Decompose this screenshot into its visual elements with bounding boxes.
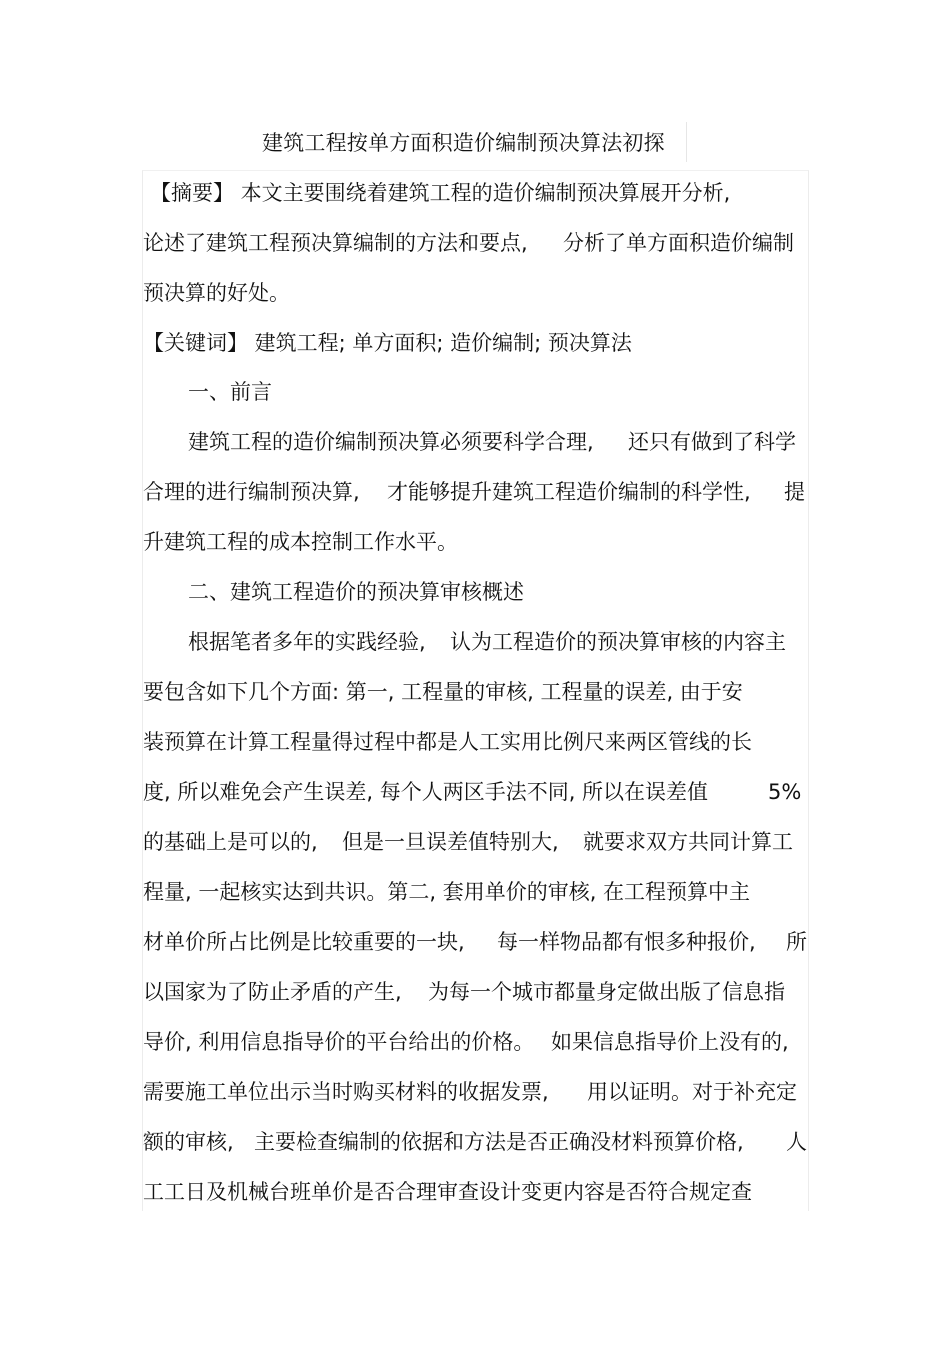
body-line: 用以证明。对于补充定 [587, 1080, 797, 1104]
body-line: 才能够提升建筑工程造价编制的科学性, [387, 480, 751, 504]
abstract-line: 【摘要】 本文主要围绕着建筑工程的造价编制预决算展开分析, [150, 181, 731, 205]
body-line: 建筑工程的造价编制预决算必须要科学合理, [188, 430, 594, 454]
body-line: 如果信息指导价上没有的, [551, 1030, 789, 1054]
body-line: 所 [786, 930, 807, 954]
body-line: 需要施工单位出示当时购买材料的收据发票, [143, 1080, 549, 1104]
body-line: 度, 所以难免会产生误差, 每个人两区手法不同, 所以在误差值 [143, 780, 709, 804]
keywords-line: 【关键词】 建筑工程; 单方面积; 造价编制; 预决算法 [143, 331, 632, 355]
body-line: 还只有做到了科学 [628, 430, 796, 454]
body-line: 根据笔者多年的实践经验, [188, 630, 426, 654]
document-title: 建筑工程按单方面积造价编制预决算法初探 [262, 131, 665, 155]
body-line: 工工日及机械台班单价是否合理审查设计变更内容是否符合规定查 [143, 1180, 752, 1204]
body-line: 每一样物品都有恨多种报价, [497, 930, 756, 954]
body-line: 以国家为了防止矛盾的产生, [143, 980, 402, 1004]
body-line: 为每一个城市都量身定做出版了信息指 [428, 980, 785, 1004]
body-line: 额的审核, [143, 1130, 234, 1154]
body-line: 合理的进行编制预决算, [143, 480, 360, 504]
body-line: 提 [784, 480, 805, 504]
body-line: 要包含如下几个方面: 第一, 工程量的审核, 工程量的误差, 由于安 [143, 680, 743, 704]
body-line: 程量, 一起核实达到共识。第二, 套用单价的审核, 在工程预算中主 [143, 880, 751, 904]
abstract-line: 分析了单方面积造价编制 [563, 231, 794, 255]
body-line: 5% [768, 780, 802, 804]
body-line: 主要检查编制的依据和方法是否正确没材料预算价格, [254, 1130, 744, 1154]
body-line: 就要求双方共同计算工 [583, 830, 793, 854]
body-line: 导价, 利用信息指导价的平台给出的价格。 [143, 1030, 535, 1054]
body-line: 升建筑工程的成本控制工作水平。 [143, 530, 458, 554]
body-line: 人 [786, 1130, 807, 1154]
body-line: 材单价所占比例是比较重要的一块, [143, 930, 465, 954]
section-heading: 一、前言 [188, 380, 272, 404]
section-heading: 二、建筑工程造价的预决算审核概述 [188, 580, 524, 604]
abstract-line: 预决算的好处。 [143, 281, 290, 305]
body-line: 的基础上是可以的, [143, 830, 318, 854]
abstract-line: 论述了建筑工程预决算编制的方法和要点, [143, 231, 528, 255]
body-line: 装预算在计算工程量得过程中都是人工实用比例尺来两区管线的长 [143, 730, 752, 754]
body-line: 认为工程造价的预决算审核的内容主 [450, 630, 786, 654]
body-line: 但是一旦误差值特别大, [342, 830, 559, 854]
